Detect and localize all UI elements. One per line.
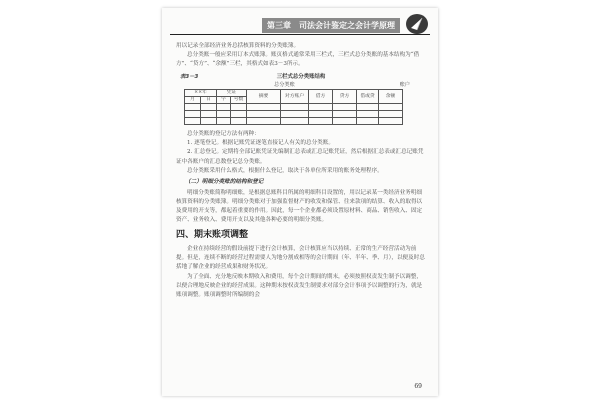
page-header [170,14,430,35]
paragraph: 总分类账一般应采用订本式账簿。账页格式通常采用三栏式，三栏式总分类账的基本结构为“借方”、“贷方”、“余额”三栏，其格式如表3－3所示。 [176,52,420,68]
table-cell [185,104,201,111]
table-row [185,104,403,111]
table-cell [217,104,231,111]
table-cell [309,118,333,125]
table-cell [231,111,247,118]
subsection-heading: （二）明细分类账的结构和登记 [185,178,264,185]
table-header-cell: 摘要 [247,90,281,104]
table-header-cell: 借或贷 [357,90,379,104]
table-header-cell: 对方账户 [281,90,309,104]
table-cell [357,111,379,118]
table-cell [231,118,247,125]
table-cell [333,118,357,125]
table-cell [231,104,247,111]
table-cell [217,111,231,118]
table-cell [309,111,333,118]
table-header-cell: 借方 [309,90,333,104]
table-header-row [185,90,403,97]
table-subtitle [176,81,426,89]
table-cell [247,118,281,125]
table-row [185,118,403,125]
ledger-table [184,89,403,125]
table-title: 三栏式总分类账结构 [276,74,326,81]
table-cell [333,111,357,118]
table-cell [333,104,357,111]
paragraph: 2. 汇总登记。定期将全部记账凭证先编制汇总表或汇总记账凭证，然后根据汇总表或汇总记账凭证中各账户的汇总数登记总分类账。 [176,149,424,165]
table-header-cell: 字 [217,97,231,104]
table-cell [379,111,403,118]
table-cell [185,118,201,125]
paragraph: 明细分类账简称明细账，是根据总账科目所属的明细科目设置的，用以记录某一类经济业务明细核算资料的分类账簿。明细分类账对于加强监督财产的收发和保管、往来款项的结算、收入的取得以及费用的开支等，都起着重要的作用。因此，每一个企业都必须设置原材料、商品、销售收入、固定资产、业务收入、费用开支以及其他各种必要的明细分类账。 [176,189,423,224]
table-header-cell: ××年 [185,90,217,97]
table-cell [185,111,201,118]
table-cell [201,104,217,111]
table-cell [217,118,231,125]
table-cell [379,104,403,111]
table-cell [281,104,309,111]
table-header-cell: 余额 [379,90,403,104]
table-caption [176,72,426,81]
table-header-cell: 凭证 [217,90,247,97]
paragraph: 1. 逐笔登记。根据记账凭证逐笔直接记人有关的总分类账。 [187,140,334,147]
table-cell [357,104,379,111]
paragraph: 用以记录全部经济业务总括核算资料的分类账簿。 [176,43,300,49]
table-row [185,111,403,118]
table-number: 表3－3 [180,74,199,81]
page-content [176,42,426,300]
table-cell [281,111,309,118]
section-heading: 四、期末账项调整 [176,230,249,241]
table-header-cell: 号数 [231,97,247,104]
table-cell [247,111,281,118]
book-page [162,8,438,396]
paragraph: 企业在持续经营的假设前提下进行会计核算，会计核算应当以持续、正常的生产经营活动为前提。但是，连续不断的经营过程需要人为地分割成相等的会计期间（年、半年、季、月），以便及时总括地了解企业的经营成果和财务状况。 [176,246,425,271]
table-cell [357,118,379,125]
publisher-logo-icon [406,14,428,34]
table-cell [247,104,281,111]
table-cell [281,118,309,125]
table-header-cell: 贷方 [333,90,357,104]
table-cell [379,118,403,125]
paragraph: 总分类账采用什么格式，根据什么登记，取决于各单位所采用的账务处理程序。 [187,167,383,174]
table-cell [201,118,217,125]
paragraph: 总分类账的登记方法有两种： [187,131,260,138]
chapter-title: 第三章 司法会计鉴定之会计学原理 [262,18,400,33]
table-cell [201,111,217,118]
table-header-cell: 月 [185,97,201,104]
ledger-label: 总分类账 [274,82,295,89]
page-number: 69 [414,383,422,390]
table-header-cell: 日 [201,97,217,104]
paragraph: 为了全面、充分地反映本期收入和费用，每个会计期间的期末，必须按照权责发生制予以调整，以便合理地反映企业的经营成果。这种期末按权责发生制要求对部分会计事项予以调整的行为，就是账项调整。账项调整时所编制的会 [176,273,423,298]
account-label: 账户 [399,82,410,89]
table-cell [309,104,333,111]
